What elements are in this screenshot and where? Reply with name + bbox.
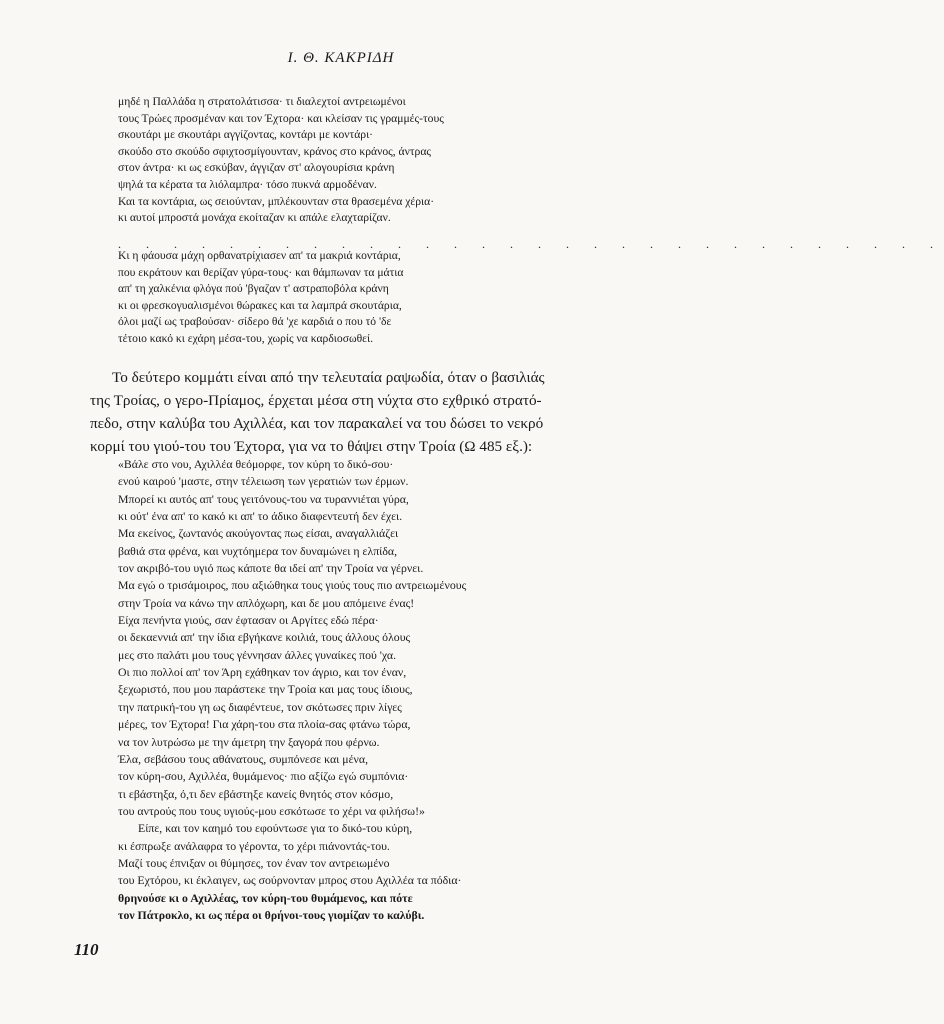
verse-line: σκούδο στο σκούδο σφιχτοσμίγουνταν, κράνος στο κράνος, άντρας [118,144,431,158]
verse-block-1 [118,94,568,227]
speech-line: Μπορεί κι αυτός απ' τους γειτόνους-του να τυραννιέται γύρα, [118,491,409,506]
speech-line: τον Πάτροκλο, κι ως πέρα οι θρήνοι-τους γιομίζαν το καλύβι. [118,907,425,922]
speech-line: τι εβάστηξα, ό,τι δεν εβάστηξε κανείς θνητός στον κόσμο, [118,786,394,801]
speech-line: Μα εγώ ο τρισάμοιρος, που αξιώθηκα τους γιούς τους πιο αντρειωμένους [118,578,467,593]
prose-line: της Τροίας, ο γερο-Πρίαμος, έρχεται μέσα στη νύχτα στο εχθρικό στρατό- [90,392,542,409]
page-number: 110 [74,940,99,959]
verse-line: σκουτάρι με σκουτάρι αγγίζοντας, κοντάρι με κοντάρι· [118,128,374,142]
verse-line: στον άντρα· κι ως εσκύβαν, άγγιζαν στ' αλογουρίσια κράνη [118,161,395,175]
verse-line: κι αυτοί μπροστά μονάχα εκοίταζαν κι απάλε ελαχταρίζαν. [118,211,391,225]
speech-line: κι έσπρωξε ανάλαφρα το γέροντα, το χέρι πιάνοντάς-του. [118,838,390,853]
speech-line: Μα εκείνος, ζωντανός ακούγοντας πως είσαι, αναγαλλιάζει [118,526,399,541]
verse-line: τους Τρώες προσμέναν και τον Έχτορα· και κλείσαν τις γραμμές-τους [118,111,444,125]
speech-line: κι ούτ' ένα απ' το κακό κι απ' το άδικο διαφεντευτή δεν έχει. [118,509,403,524]
verse-line: μηδέ η Παλλάδα η στρατολάτισσα· τι διαλεχτοί αντρειωμένοι [118,95,406,108]
speech-line: ενού καιρού 'μαστε, στην τέλειωση των γερατιών των έρμων. [118,474,409,489]
speech-line: τον κύρη-σου, Αχιλλέα, θυμάμενος· πιο αξίζω εγώ συμπόνια· [118,769,409,784]
speech-verse-block [118,456,578,924]
verse-line: τέτοιο κακό κι εχάρη μέσα-του, χωρίς να καρδιοσωθεί. [118,331,374,345]
prose-paragraph [90,366,590,458]
speech-line: οι δεκαεννιά απ' την ίδια εβγήκανε κοιλιά, τους άλλους όλους [118,630,411,645]
ellipsis-divider: . . . . . . . . . . . . . . . . . . . . . . . . . . . . . . [118,237,944,251]
speech-line: τον ακριβό-του υγιό πως κάποτε θα ιδεί απ' την Τροία να γέρνει. [118,561,424,576]
speech-line: θρηνούσε κι ο Αχιλλέας, τον κύρη-του θυμάμενος, και πότε [118,890,413,905]
speech-line: Είχα πενήντα γιούς, σαν έφτασαν οι Αργίτες εδώ πέρα· [118,613,379,628]
prose-line: πεδο, στην καλύβα του Αχιλλέα, και τον παρακαλεί να του δώσει το νεκρό [90,415,544,432]
running-head: Ι. Θ. ΚΑΚΡΙΔΗ [287,50,395,66]
verse-line: Κι η φάουσα μάχη ορθανατρίχιασεν απ' τα μακριά κοντάρια, [118,249,401,262]
prose-line: Το δεύτερο κομμάτι είναι από την τελευταία ραψωδία, όταν ο βασιλιάς [112,369,545,386]
verse-line: που εκράτουν και θερίζαν γύρα-τους· και θάμπωναν τα μάτια [118,265,404,279]
speech-line: Οι πιο πολλοί απ' τον Άρη εχάθηκαν τον άγριο, και τον έναν, [118,665,407,680]
verse-line: όλοι μαζί ως τραβούσαν· σίδερο θά 'χε καρδιά ο που τό 'δε [118,315,392,329]
verse-line: ψηλά τα κέρατα τα λιόλαμπρα· τόσο πυκνά αρμοδέναν. [118,177,377,191]
speech-line: βαθιά στα φρένα, και νυχτόημερα τον δυναμώνει η ελπίδα, [118,543,398,558]
speech-line: την πατρική-του γη ως διαφέντευε, τον σκότωσες πριν λίγες [118,699,402,714]
verse-line: Και τα κοντάρια, ως σειούνταν, μπλέκουνταν στα θρασεμένα χέρια· [118,194,435,208]
speech-line: του Εχτόρου, κι έκλαιγεν, ως σούρνονταν μπρος στου Αχιλλέα τα πόδια· [118,873,462,888]
speech-line: Έλα, σεβάσου τους αθάνατους, συμπόνεσε και μένα, [118,751,369,766]
speech-line: μες στο παλάτι μου τους γέννησαν άλλες γυναίκες πού 'χα. [118,647,397,662]
speech-line: Μαζί τους έπνιξαν οι θύμησες, τον έναν τον αντρειωμένο [118,855,390,870]
speech-line: ξεχωριστό, που μου παράστεκε την Τροία και μας τους ίδιους, [118,682,413,697]
verse-line: κι οι φρεσκογυαλισμένοι θώρακες και τα λαμπρά σκουτάρια, [118,298,402,312]
speech-line: του αντρούς που τους υγιούς-μου εσκότωσε το χέρι να φιλήσω!» [118,803,425,818]
speech-line: να τον λυτρώσω με την άμετρη την ξαγορά που φέρνω. [118,734,380,749]
prose-line: κορμί του γιού-του του Έχτορα, για να το θάψει στην Τροία (Ω 485 εξ.): [90,438,533,455]
speech-line: στην Τροία να κάνω την απλόχωρη, και δε μου απόμεινε ένας! [118,595,415,610]
verse-line: απ' τη χαλκένια φλόγα πού 'βγαζαν τ' αστραποβόλα κράνη [118,282,389,296]
verse-block-2 [118,248,568,348]
speech-line: μέρες, τον Έχτορα! Για χάρη-του στα πλοία-σας φτάνω τώρα, [118,717,411,732]
speech-line: «Βάλε στο νου, Αχιλλέα θεόμορφε, τον κύρη το δικό-σου· [118,457,394,471]
speech-line: Είπε, και τον καημό του εφούντωσε για το δικό-του κύρη, [138,821,413,836]
